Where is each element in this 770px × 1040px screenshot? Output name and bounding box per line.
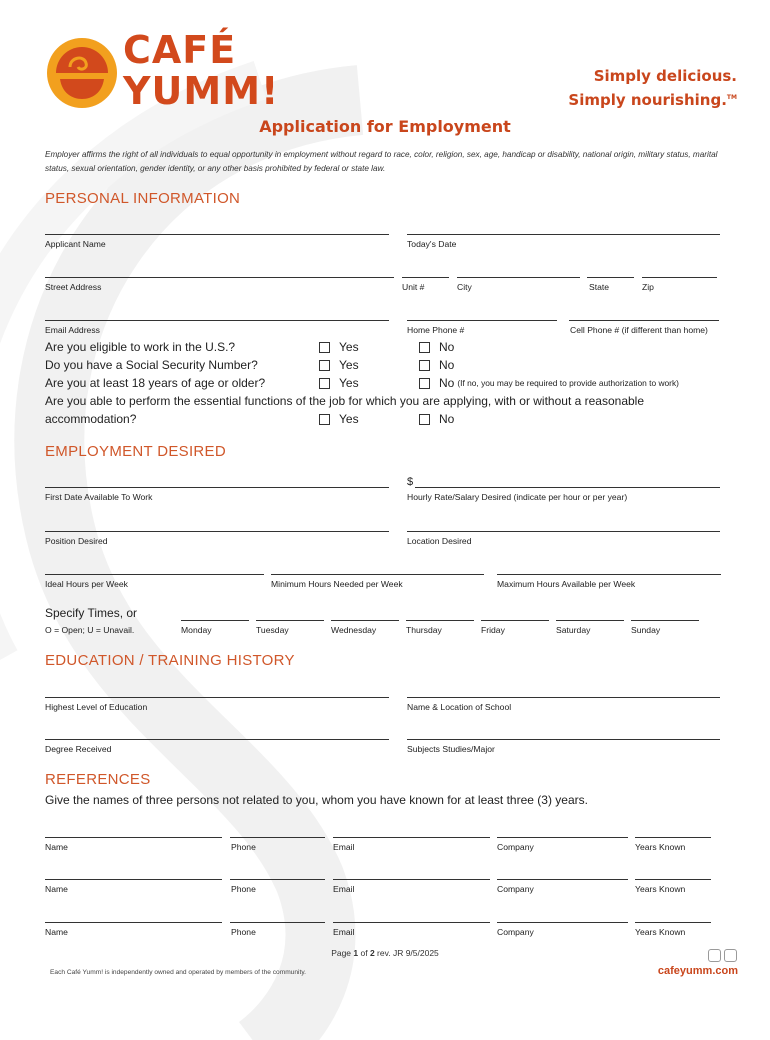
logo-line1: CAFÉ — [123, 28, 237, 72]
location-label: Location Desired — [407, 536, 472, 546]
reference-2-company-label: Company — [497, 884, 534, 894]
reference-2-company-field[interactable] — [497, 879, 628, 880]
home-phone-label: Home Phone # — [407, 325, 465, 335]
unit-label: Unit # — [402, 282, 425, 292]
day-label-wednesday: Wednesday — [331, 625, 377, 635]
thursday-field[interactable] — [406, 620, 474, 621]
reference-1-email-field[interactable] — [333, 837, 490, 838]
city-field[interactable] — [457, 277, 580, 278]
availability-legend: O = Open; U = Unavail. — [45, 625, 135, 635]
checkbox-icon — [419, 342, 430, 353]
min-hours-field[interactable] — [271, 574, 484, 575]
functions-no-checkbox[interactable]: No — [419, 412, 454, 426]
ideal-hours-field[interactable] — [45, 574, 264, 575]
position-label: Position Desired — [45, 536, 108, 546]
reference-1-phone-label: Phone — [231, 842, 256, 852]
reference-3-name-field[interactable] — [45, 922, 222, 923]
reference-2-email-label: Email — [333, 884, 355, 894]
school-field[interactable] — [407, 697, 720, 698]
eeo-disclaimer: Employer affirms the right of all individuals to equal opportunity in employment without regard to race, color, religion, sex, age, handicap or disability, national origin, military status, marital status, sexual orientation, gender identity, or any other basis prohibited by federal or state law. — [45, 150, 718, 173]
question-eligible: Are you eligible to work in the U.S.? — [45, 340, 236, 354]
checkbox-icon — [419, 414, 430, 425]
tagline-line2: Simply nourishing.™ — [568, 91, 737, 109]
ideal-hours-label: Ideal Hours per Week — [45, 579, 128, 589]
reference-3-name-label: Name — [45, 927, 68, 937]
reference-1-name-field[interactable] — [45, 837, 222, 838]
page-title: Application for Employment — [259, 117, 511, 136]
position-field[interactable] — [45, 531, 389, 532]
rate-field[interactable] — [415, 487, 720, 488]
website-link[interactable]: cafeyumm.com — [657, 965, 738, 977]
subjects-label: Subjects Studies/Major — [407, 744, 495, 754]
tagline — [568, 66, 737, 111]
age-note: (If no, you may be required to provide authorization to work) — [457, 378, 679, 388]
degree-field[interactable] — [45, 739, 389, 740]
reference-2-name-field[interactable] — [45, 879, 222, 880]
day-label-tuesday: Tuesday — [256, 625, 289, 635]
reference-3-email-label: Email — [333, 927, 355, 937]
friday-field[interactable] — [481, 620, 549, 621]
ssn-no-checkbox[interactable]: No — [419, 358, 454, 372]
applicant-name-field[interactable] — [45, 234, 389, 235]
eligible-no-checkbox[interactable]: No — [419, 340, 454, 354]
reference-2-name-label: Name — [45, 884, 68, 894]
dollar-sign: $ — [407, 476, 414, 488]
ssn-yes-checkbox[interactable]: Yes — [319, 358, 359, 372]
checkbox-icon — [319, 360, 330, 371]
saturday-field[interactable] — [556, 620, 624, 621]
first-date-label: First Date Available To Work — [45, 492, 153, 502]
day-label-thursday: Thursday — [406, 625, 442, 635]
section-references: REFERENCES — [45, 771, 151, 788]
logo-bowl-icon — [46, 37, 118, 109]
age-no-checkbox[interactable]: No (If no, you may be required to provide authorization to work) — [419, 376, 679, 390]
day-label-saturday: Saturday — [556, 625, 591, 635]
state-field[interactable] — [587, 277, 634, 278]
home-phone-field[interactable] — [407, 320, 557, 321]
location-field[interactable] — [407, 531, 720, 532]
degree-label: Degree Received — [45, 744, 112, 754]
school-label: Name & Location of School — [407, 702, 512, 712]
reference-3-years-field[interactable] — [635, 922, 711, 923]
reference-1-years-label: Years Known — [635, 842, 686, 852]
reference-1-company-label: Company — [497, 842, 534, 852]
todays-date-field[interactable] — [407, 234, 720, 235]
reference-1-phone-field[interactable] — [230, 837, 325, 838]
reference-3-company-field[interactable] — [497, 922, 628, 923]
day-label-monday: Monday — [181, 625, 212, 635]
logo-line2: YUMM! — [123, 69, 280, 113]
section-employment-desired: EMPLOYMENT DESIRED — [45, 443, 226, 460]
functions-yes-checkbox[interactable]: Yes — [319, 412, 359, 426]
checkbox-icon — [319, 342, 330, 353]
reference-3-email-field[interactable] — [333, 922, 490, 923]
state-label: State — [589, 282, 610, 292]
reference-1-company-field[interactable] — [497, 837, 628, 838]
checkbox-icon — [319, 378, 330, 389]
reference-3-years-label: Years Known — [635, 927, 686, 937]
reference-2-phone-label: Phone — [231, 884, 256, 894]
reference-1-years-field[interactable] — [635, 837, 711, 838]
min-hours-label: Minimum Hours Needed per Week — [271, 579, 403, 589]
street-address-label: Street Address — [45, 282, 102, 292]
day-label-friday: Friday — [481, 625, 505, 635]
community-note: Each Café Yumm! is independently owned and operated by members of the community. — [50, 969, 306, 976]
unit-field[interactable] — [402, 277, 449, 278]
sunday-field[interactable] — [631, 620, 699, 621]
specify-times-label: Specify Times, or — [45, 606, 138, 620]
day-label-sunday: Sunday — [631, 625, 661, 635]
monday-field[interactable] — [181, 620, 249, 621]
reference-3-company-label: Company — [497, 927, 534, 937]
email-field[interactable] — [45, 320, 389, 321]
page-number: Page 1 of 2 rev. JR 9/5/2025 — [331, 948, 439, 958]
checkbox-icon — [419, 360, 430, 371]
applicant-name-label: Applicant Name — [45, 239, 106, 249]
trademark: TM — [726, 94, 737, 101]
section-education: EDUCATION / TRAINING HISTORY — [45, 652, 295, 669]
max-hours-label: Maximum Hours Available per Week — [497, 579, 636, 589]
question-essential-functions-cont: accommodation? — [45, 412, 137, 426]
question-essential-functions: Are you able to perform the essential functions of the job for which you are applying, with or without a reasonable — [45, 394, 645, 408]
cell-phone-field[interactable] — [569, 320, 719, 321]
reference-1-email-label: Email — [333, 842, 355, 852]
tuesday-field[interactable] — [256, 620, 324, 621]
reference-3-phone-field[interactable] — [230, 922, 325, 923]
zip-field[interactable] — [642, 277, 717, 278]
reference-2-phone-field[interactable] — [230, 879, 325, 880]
zip-label: Zip — [642, 282, 654, 292]
question-ssn: Do you have a Social Security Number? — [45, 358, 258, 372]
todays-date-label: Today's Date — [407, 239, 457, 249]
checkbox-icon — [419, 378, 430, 389]
highest-education-field[interactable] — [45, 697, 389, 698]
reference-3-phone-label: Phone — [231, 927, 256, 937]
tagline-line1: Simply delicious. — [593, 67, 737, 85]
checkbox-icon — [319, 414, 330, 425]
reference-1-name-label: Name — [45, 842, 68, 852]
question-age: Are you at least 18 years of age or older? — [45, 376, 266, 390]
street-address-field[interactable] — [45, 277, 394, 278]
section-personal-information: PERSONAL INFORMATION — [45, 190, 241, 207]
max-hours-field[interactable] — [497, 574, 721, 575]
first-date-field[interactable] — [45, 487, 389, 488]
references-intro: Give the names of three persons not related to you, whom you have known for at least three (3) years. — [45, 793, 588, 807]
subjects-field[interactable] — [407, 739, 720, 740]
facebook-icon[interactable] — [724, 949, 737, 962]
city-label: City — [457, 282, 472, 292]
email-label: Email Address — [45, 325, 100, 335]
rate-label: Hourly Rate/Salary Desired (indicate per hour or per year) — [407, 492, 628, 502]
instagram-icon[interactable] — [708, 949, 721, 962]
reference-2-years-field[interactable] — [635, 879, 711, 880]
wednesday-field[interactable] — [331, 620, 399, 621]
highest-education-label: Highest Level of Education — [45, 702, 148, 712]
reference-2-years-label: Years Known — [635, 884, 686, 894]
eligible-yes-checkbox[interactable]: Yes — [319, 340, 359, 354]
cell-phone-label: Cell Phone # (if different than home) — [570, 325, 708, 335]
age-yes-checkbox[interactable]: Yes — [319, 376, 359, 390]
reference-2-email-field[interactable] — [333, 879, 490, 880]
